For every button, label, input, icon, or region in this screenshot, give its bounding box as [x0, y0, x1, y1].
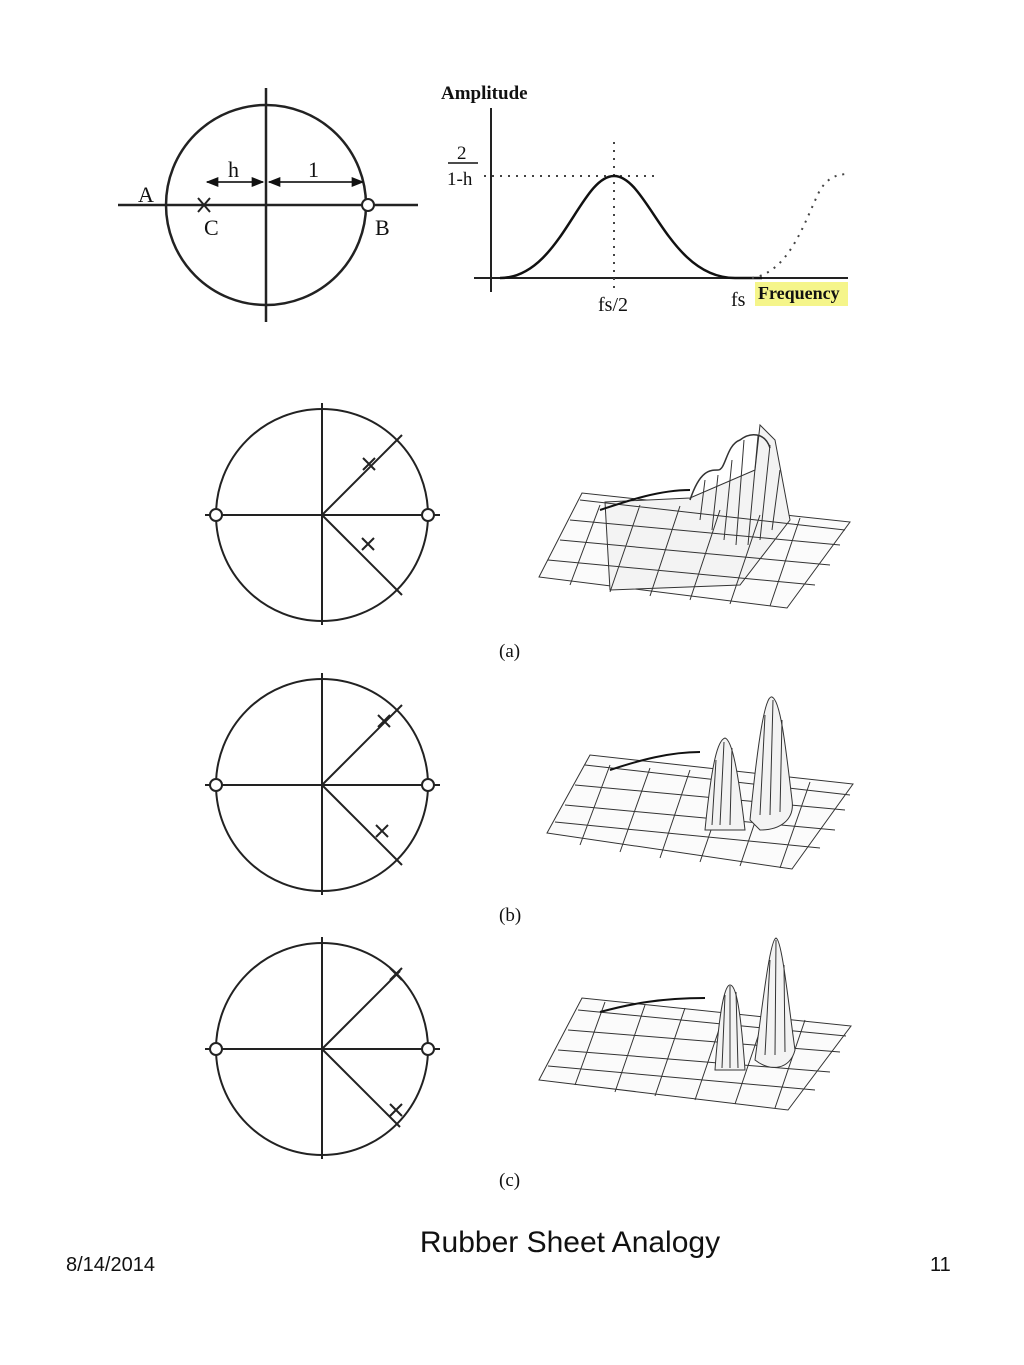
unit-circle-diagram — [118, 88, 418, 322]
pole-marker-lower-c — [390, 1104, 402, 1116]
pole-zero-plot-c — [205, 937, 440, 1159]
zero-marker-right-c — [422, 1043, 434, 1055]
peak-numerator: 2 — [457, 143, 467, 164]
caption-b: (b) — [499, 905, 522, 926]
pole-ray-upper-b — [322, 705, 402, 785]
rubber-sheet-surface-c — [539, 938, 851, 1110]
amplitude-plot — [448, 108, 848, 306]
pole-ray-lower-a — [322, 515, 402, 595]
pole-zero-plot-a — [205, 403, 440, 625]
caption-a: (a) — [499, 641, 521, 662]
rubber-sheet-surface-a — [539, 425, 850, 608]
zero-marker-left-c — [210, 1043, 222, 1055]
pole-marker-upper-c — [390, 968, 402, 980]
zero-marker-left-a — [210, 509, 222, 521]
pole-ray-upper-a — [322, 435, 402, 515]
tick-sampling: fs — [731, 289, 746, 311]
label-b: B — [375, 215, 390, 240]
zero-marker-right-b — [422, 779, 434, 791]
gaussian-response-curve — [500, 176, 762, 278]
rubber-sheet-surface-b — [547, 697, 853, 869]
zero-marker-left-b — [210, 779, 222, 791]
slide-page-number: 11 — [930, 1254, 951, 1276]
zero-marker-right-a — [422, 509, 434, 521]
pole-zero-plot-b — [205, 673, 440, 895]
pole-marker-lower-a — [362, 538, 374, 550]
slide-date: 8/14/2014 — [66, 1254, 155, 1276]
peak-denominator: 1-h — [447, 169, 473, 190]
label-1: 1 — [308, 157, 319, 182]
label-h: h — [228, 157, 239, 182]
slide-title: Rubber Sheet Analogy — [419, 1226, 721, 1259]
label-a: A — [138, 182, 154, 207]
label-c: C — [204, 215, 219, 240]
pole-ray-upper-c — [322, 971, 400, 1049]
pole-marker-upper-b — [378, 715, 390, 727]
tick-half-sampling: fs/2 — [598, 294, 628, 316]
pole-marker-lower-b — [376, 825, 388, 837]
zero-marker-b — [362, 199, 374, 211]
pole-ray-lower-b — [322, 785, 402, 865]
amplitude-y-label: Amplitude — [441, 83, 528, 104]
caption-c: (c) — [499, 1170, 521, 1191]
pole-ray-lower-c — [322, 1049, 400, 1127]
mirror-response-curve — [752, 174, 846, 278]
frequency-x-label: Frequency — [758, 283, 840, 303]
